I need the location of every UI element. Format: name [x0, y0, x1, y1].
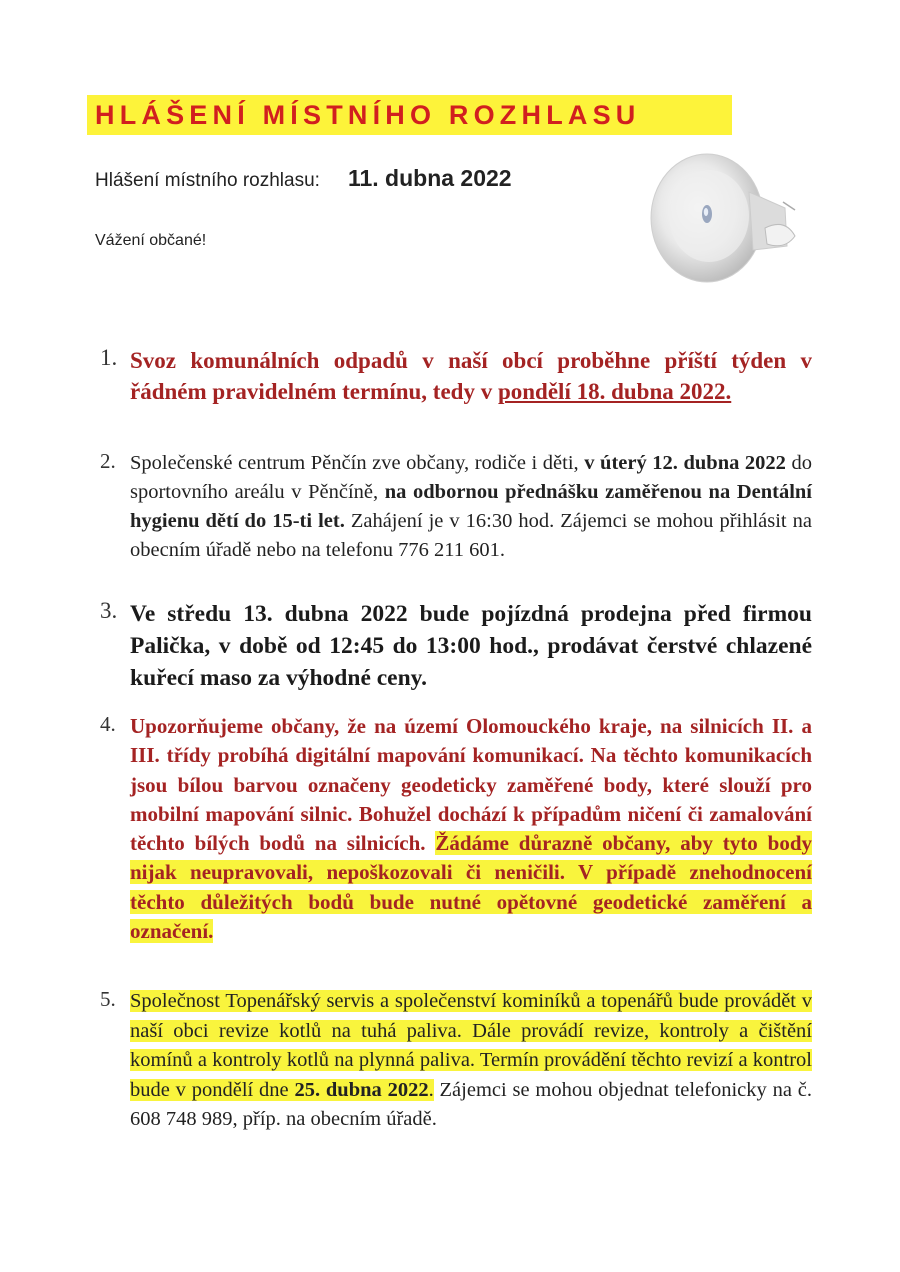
- highlighted-text: Žádáme důrazně občany, aby tyto body nijak neupravovali, nepoškozovali či neničili. V případě znehodnocení těchto důležitých bodů bude nutné opětovné geodetické zaměření a označení.: [130, 831, 812, 944]
- item-number: 5.: [100, 987, 116, 1011]
- item-text: Společnost Topenářský servis a společenství kominíků a topenářů bude provádět v naší obci revize kotlů na tuhá paliva. Dále provádí revize, kontroly a čištění komínů a kontroly kotlů na plynná paliva. Termín provádění těchto revizí a kontrol bude v pondělí dne 25. dubna 2022. Zájemci se mohou objednat telefonicky na č. 608 748 989, příp. na obecním úřadě.: [130, 990, 812, 1130]
- item-number: 1.: [100, 345, 118, 370]
- date-underlined: pondělí 18. dubna 2022.: [497, 379, 732, 404]
- item-number: 3.: [100, 598, 118, 623]
- subtitle-date: 11. dubna 2022: [347, 165, 512, 191]
- item-text: Upozorňujeme občany, že na území Olomouckého kraje, na silnicích II. a III. třídy probíhá digitální mapování komunikací. Na těchto komunikacích jsou bílou barvou označeny geodeticky zaměřené body, které slouží pro mobilní mapování silnic. Bohužel dochází k případům ničení či zamalování těchto bílých bodů na silnicích. Žádáme důrazně občany, aby tyto body nijak neupravovali, nepoškozovali či neničili. V případě znehodnocení těchto důležitých bodů bude nutné opětovné geodetické zaměření a označení.: [130, 714, 812, 944]
- item-text: Ve středu 13. dubna 2022 bude pojízdná prodejna před firmou Palička, v době od 12:45 do 13:00 hod., prodávat čerstvé chlazené kuřecí maso za výhodné ceny.: [130, 601, 812, 691]
- subtitle-label: Hlášení místního rozhlasu:: [95, 170, 320, 191]
- item-text: Svoz komunálních odpadů v naší obcí proběhne příští týden v řádném pravidelném termínu, tedy v pondělí 18. dubna 2022.: [130, 348, 812, 404]
- highlighted-text: Společnost Topenářský servis a společenství kominíků a topenářů bude provádět v naší obci revize kotlů na tuhá paliva. Dále provádí revize, kontroly a čištění komínů a kontroly kotlů na plynná paliva. Termín provádění těchto revizí a kontrol bude v pondělí dne 25. dubna 2022.: [130, 990, 812, 1101]
- item-number: 2.: [100, 449, 116, 473]
- item-text: Společenské centrum Pěnčín zve občany, rodiče i děti, v úterý 12. dubna 2022 do sportovního areálu v Pěnčíně, na odbornou přednášku zaměřenou na Dentální hygienu dětí do 15-ti let. Zahájení je v 16:30 hod. Zájemci se mohou přihlásit na obecním úřadě nebo na telefonu 776 211 601.: [130, 452, 813, 561]
- page-title: HLÁŠENÍ MÍSTNÍHO ROZHLASU: [87, 95, 732, 135]
- subtitle: [95, 165, 512, 192]
- greeting: Vážení občané!: [95, 232, 207, 249]
- loudspeaker-icon: [645, 150, 805, 300]
- item-number: 4.: [100, 712, 116, 736]
